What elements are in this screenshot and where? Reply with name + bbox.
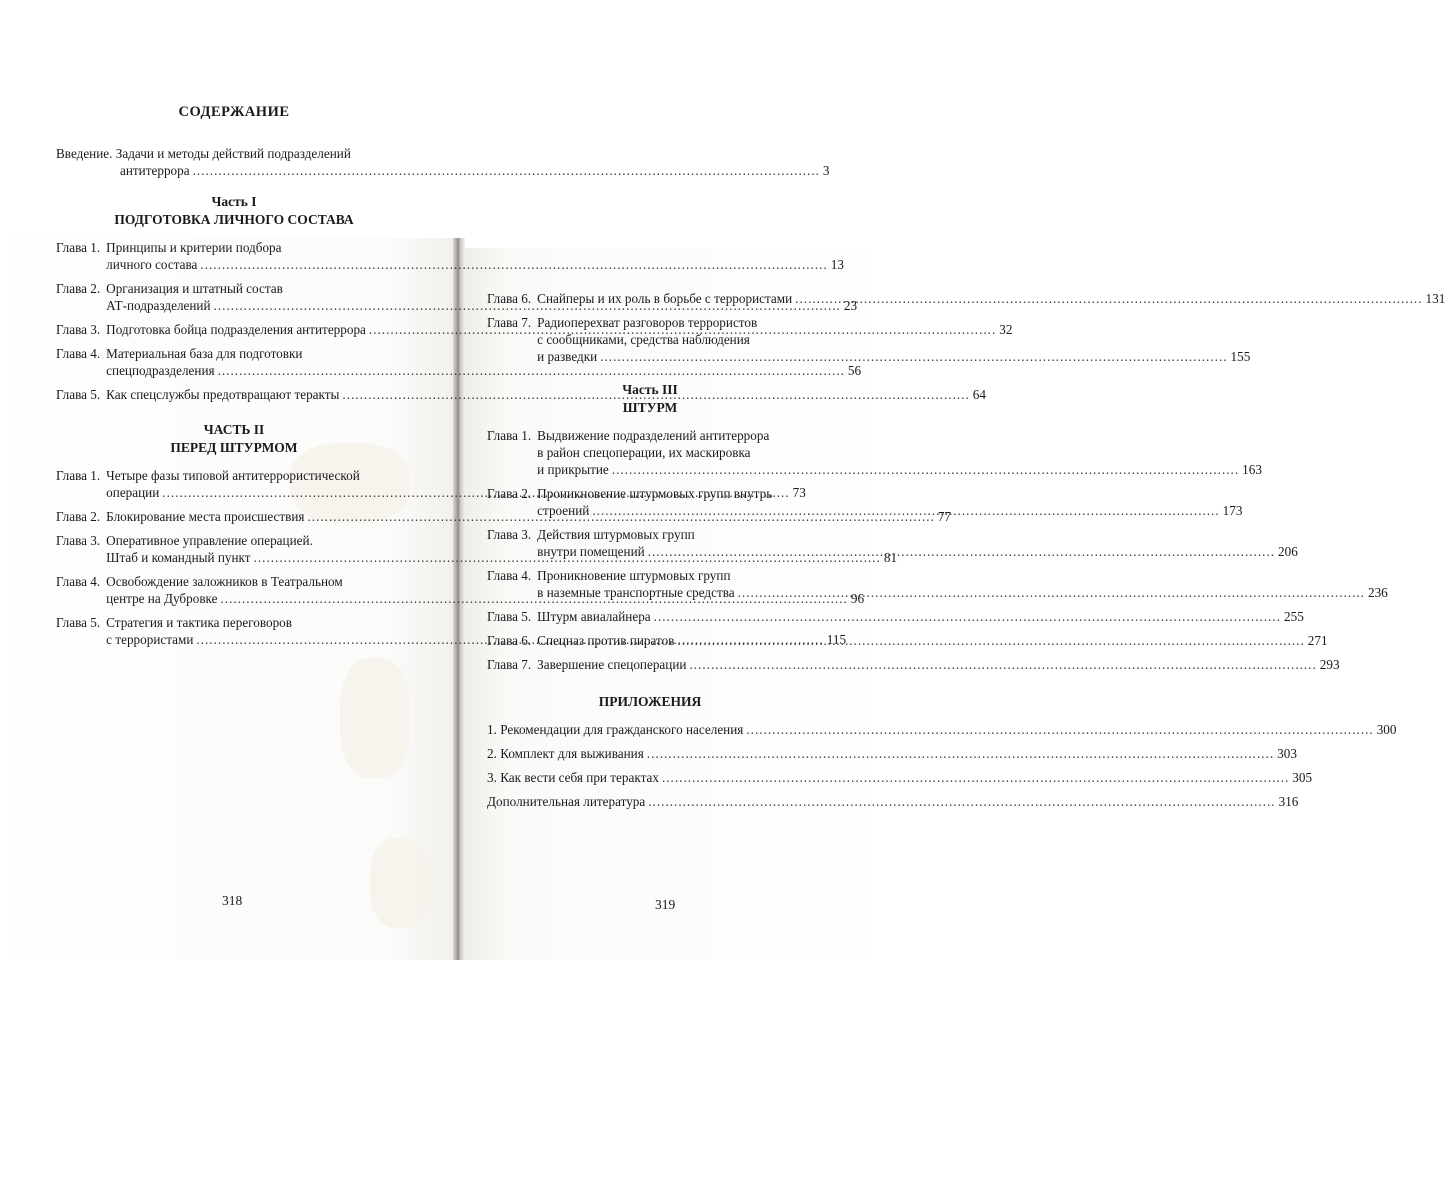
chapter-body	[106, 239, 844, 273]
chapter-label: Глава 2.	[56, 509, 101, 524]
toc-entry-line: Введение. Задачи и методы действий подразделений	[56, 146, 351, 161]
page-number: 56	[847, 363, 862, 378]
chapter-label: Глава 6.	[487, 291, 532, 306]
toc-entry-lastline	[537, 348, 1250, 365]
page-number: 300	[1376, 722, 1397, 737]
chapter-body	[537, 314, 1250, 365]
appendix-body	[487, 745, 1297, 762]
leader-dots	[600, 348, 1227, 365]
chapter-label: Глава 1.	[487, 428, 532, 443]
toc-entry-lastline	[487, 769, 1312, 786]
page-number: 64	[972, 387, 986, 402]
part-heading	[56, 421, 412, 457]
chapter-label: Глава 5.	[487, 609, 532, 624]
toc-entry-line: Выдвижение подразделений антитеррора	[537, 428, 770, 443]
toc-entry-lastline	[537, 584, 1388, 601]
page-number: 163	[1242, 462, 1262, 477]
toc-entry-text: и прикрытие	[537, 462, 609, 477]
page-number: 115	[826, 632, 847, 647]
chapter-label: Глава 4.	[56, 346, 101, 361]
part-title: ШТУРМ	[622, 400, 678, 415]
toc-entry-line: Освобождение заложников в Театральном	[106, 574, 343, 589]
page-number: 13	[830, 257, 844, 272]
toc-entry-line: Организация и штатный состав	[106, 281, 283, 296]
appendix-entry	[487, 793, 1299, 810]
leader-dots	[592, 502, 1219, 519]
chapter-label: Глава 1.	[56, 240, 101, 255]
chapter-label: Глава 6.	[487, 633, 532, 648]
toc-entry-lastline	[537, 290, 1445, 307]
appendix-body	[487, 769, 1312, 786]
page-number: 303	[1277, 746, 1297, 761]
page-number: 155	[1230, 349, 1251, 364]
leader-dots	[200, 256, 827, 273]
chapter-body	[537, 290, 1445, 307]
chapter-label: Глава 2.	[56, 281, 101, 296]
page-number: 81	[883, 550, 898, 565]
chapter-label: Глава 3.	[56, 533, 101, 548]
chapter-body	[537, 608, 1304, 625]
page-number: 173	[1222, 503, 1243, 518]
toc-entry-line: Проникновение штурмовых групп внутрь	[537, 486, 773, 501]
page-folio: 319	[655, 897, 676, 912]
chapter-label: Глава 5.	[56, 387, 101, 402]
leader-dots	[746, 721, 1373, 738]
toc-entry-lastline	[537, 632, 1327, 649]
toc-entry-text: Спецназ против пиратов	[537, 633, 675, 648]
chapter-body	[537, 656, 1339, 673]
page-stain	[340, 658, 410, 778]
appendix-text: 3. Как вести себя при терактах	[487, 770, 659, 785]
toc-entry-text: Штаб и командный пункт	[106, 550, 251, 565]
page-number: 293	[1319, 657, 1340, 672]
page-number: 73	[792, 485, 806, 500]
toc-entry-text: спецподразделения	[106, 363, 215, 378]
toc-entry-text: Снайперы и их роль в борьбе с террористами	[537, 291, 793, 306]
chapter-label: Глава 7.	[487, 657, 532, 672]
toc-entry-lastline	[487, 745, 1297, 762]
page-number: 316	[1278, 794, 1299, 809]
toc-entry-lastline	[487, 721, 1396, 738]
toc-entry-text: личного состава	[106, 257, 198, 272]
toc-entry-text: Завершение спецоперации	[537, 657, 687, 672]
toc-entry-lastline	[537, 656, 1339, 673]
chapter-body	[537, 427, 1262, 478]
part-number: Часть I	[211, 194, 257, 209]
appendix-text: Дополнительная литература	[487, 794, 646, 809]
page-number: 23	[843, 298, 858, 313]
appendix-list	[487, 721, 1397, 810]
toc-entry-line: Оперативное управление операцией.	[106, 533, 313, 548]
chapter-label: Глава 3.	[56, 322, 101, 337]
chapter-body	[537, 567, 1388, 601]
page-number: 236	[1367, 585, 1388, 600]
part-title: ПОДГОТОВКА ЛИЧНОГО СОСТАВА	[114, 212, 354, 227]
toc-entry-line: с сообщниками, средства наблюдения	[537, 332, 750, 347]
page-stain	[370, 838, 430, 928]
chapter-label: Глава 4.	[487, 568, 532, 583]
toc-entry-lastline	[537, 502, 1242, 519]
part-number: Часть III	[622, 382, 678, 397]
chapter-label: Глава 2.	[487, 486, 532, 501]
toc-entry	[487, 656, 1340, 673]
leader-dots	[795, 290, 1422, 307]
toc-entry-text: и разведки	[537, 349, 598, 364]
toc-entry-line: Действия штурмовых групп	[537, 527, 695, 542]
leader-dots	[648, 793, 1275, 810]
leader-dots	[689, 656, 1316, 673]
page-number: 3	[822, 163, 830, 178]
appendix-body	[487, 793, 1298, 810]
toc-entry-line: Принципы и критерии подбора	[106, 240, 282, 255]
page-number: 271	[1307, 633, 1328, 648]
toc-entry-text: Штурм авиалайнера	[537, 609, 651, 624]
leader-dots	[648, 543, 1275, 560]
leader-dots	[662, 769, 1289, 786]
page-number: 77	[937, 509, 952, 524]
leader-dots	[654, 608, 1281, 625]
toc-entry-text: Блокирование места происшествия	[106, 509, 305, 524]
leader-dots	[193, 162, 820, 179]
chapter-label: Глава 7.	[487, 315, 532, 330]
chapter-body	[537, 632, 1327, 649]
toc-entry-lastline	[537, 608, 1304, 625]
page-number: 255	[1284, 609, 1304, 624]
toc-entry-text: с террористами	[106, 632, 194, 647]
chapter-label: Глава 5.	[56, 615, 101, 630]
toc-entry-line: Радиоперехват разговоров террористов	[537, 315, 758, 330]
leader-dots	[647, 745, 1274, 762]
toc-entry-lastline	[487, 793, 1298, 810]
toc-entry-text: строений	[537, 503, 590, 518]
toc-title: СОДЕРЖАНИЕ	[178, 104, 290, 120]
chapter-body	[537, 526, 1298, 560]
toc-entry-text: в наземные транспортные средства	[537, 585, 735, 600]
toc-entry-text: Подготовка бойца подразделения антитеррора	[106, 322, 366, 337]
page-number: 131	[1425, 291, 1445, 306]
toc-entry-lastline	[537, 543, 1298, 560]
leader-dots	[612, 461, 1239, 478]
appendix-entry	[487, 721, 1397, 738]
leader-dots	[738, 584, 1365, 601]
toc-entry-text: АТ-подразделений	[106, 298, 211, 313]
appendix-text: 2. Комплект для выживания	[487, 746, 644, 761]
appendix-entry	[487, 769, 1313, 786]
part-heading	[487, 381, 813, 417]
toc-entry-line: Материальная база для подготовки	[106, 346, 303, 361]
toc-entry-line: Проникновение штурмовых групп	[537, 568, 731, 583]
toc-entry-intro	[56, 145, 830, 179]
toc-entry	[487, 427, 1262, 478]
chapter-body	[537, 485, 1242, 519]
page-folio: 318	[222, 893, 243, 908]
toc-entry-lastline	[106, 256, 844, 273]
appendix-body	[487, 721, 1396, 738]
page-number: 206	[1278, 544, 1298, 559]
toc-entry-text: внутри помещений	[537, 544, 645, 559]
part-heading	[56, 193, 412, 229]
toc-entry-text: операции	[106, 485, 160, 500]
chapter-label: Глава 4.	[56, 574, 101, 589]
toc-entry	[487, 608, 1304, 625]
toc-entry-line: в район спецоперации, их маскировка	[537, 445, 751, 460]
page-number: 32	[999, 322, 1013, 337]
toc-entry-line: Четыре фазы типовой антитеррористической	[106, 468, 360, 483]
toc-entry-text: антитеррора	[120, 163, 190, 178]
toc-entry-text: Как спецслужбы предотвращают теракты	[106, 387, 340, 402]
page-number: 305	[1292, 770, 1313, 785]
chapter-label: Глава 3.	[487, 527, 532, 542]
toc-entry-text: центре на Дубровке	[106, 591, 218, 606]
toc-entry	[56, 239, 844, 273]
toc-entry-lastline	[537, 461, 1262, 478]
page-number: 96	[850, 591, 865, 606]
part-number: ЧАСТЬ II	[203, 422, 265, 437]
appendix-entry	[487, 745, 1297, 762]
leader-dots	[677, 632, 1304, 649]
appendix-heading: ПРИЛОЖЕНИЯ	[598, 694, 702, 709]
chapter-label: Глава 1.	[56, 468, 101, 483]
appendix-text: 1. Рекомендации для гражданского населения	[487, 722, 744, 737]
toc-entry-line: Стратегия и тактика переговоров	[106, 615, 292, 630]
part-title: ПЕРЕД ШТУРМОМ	[170, 440, 298, 455]
